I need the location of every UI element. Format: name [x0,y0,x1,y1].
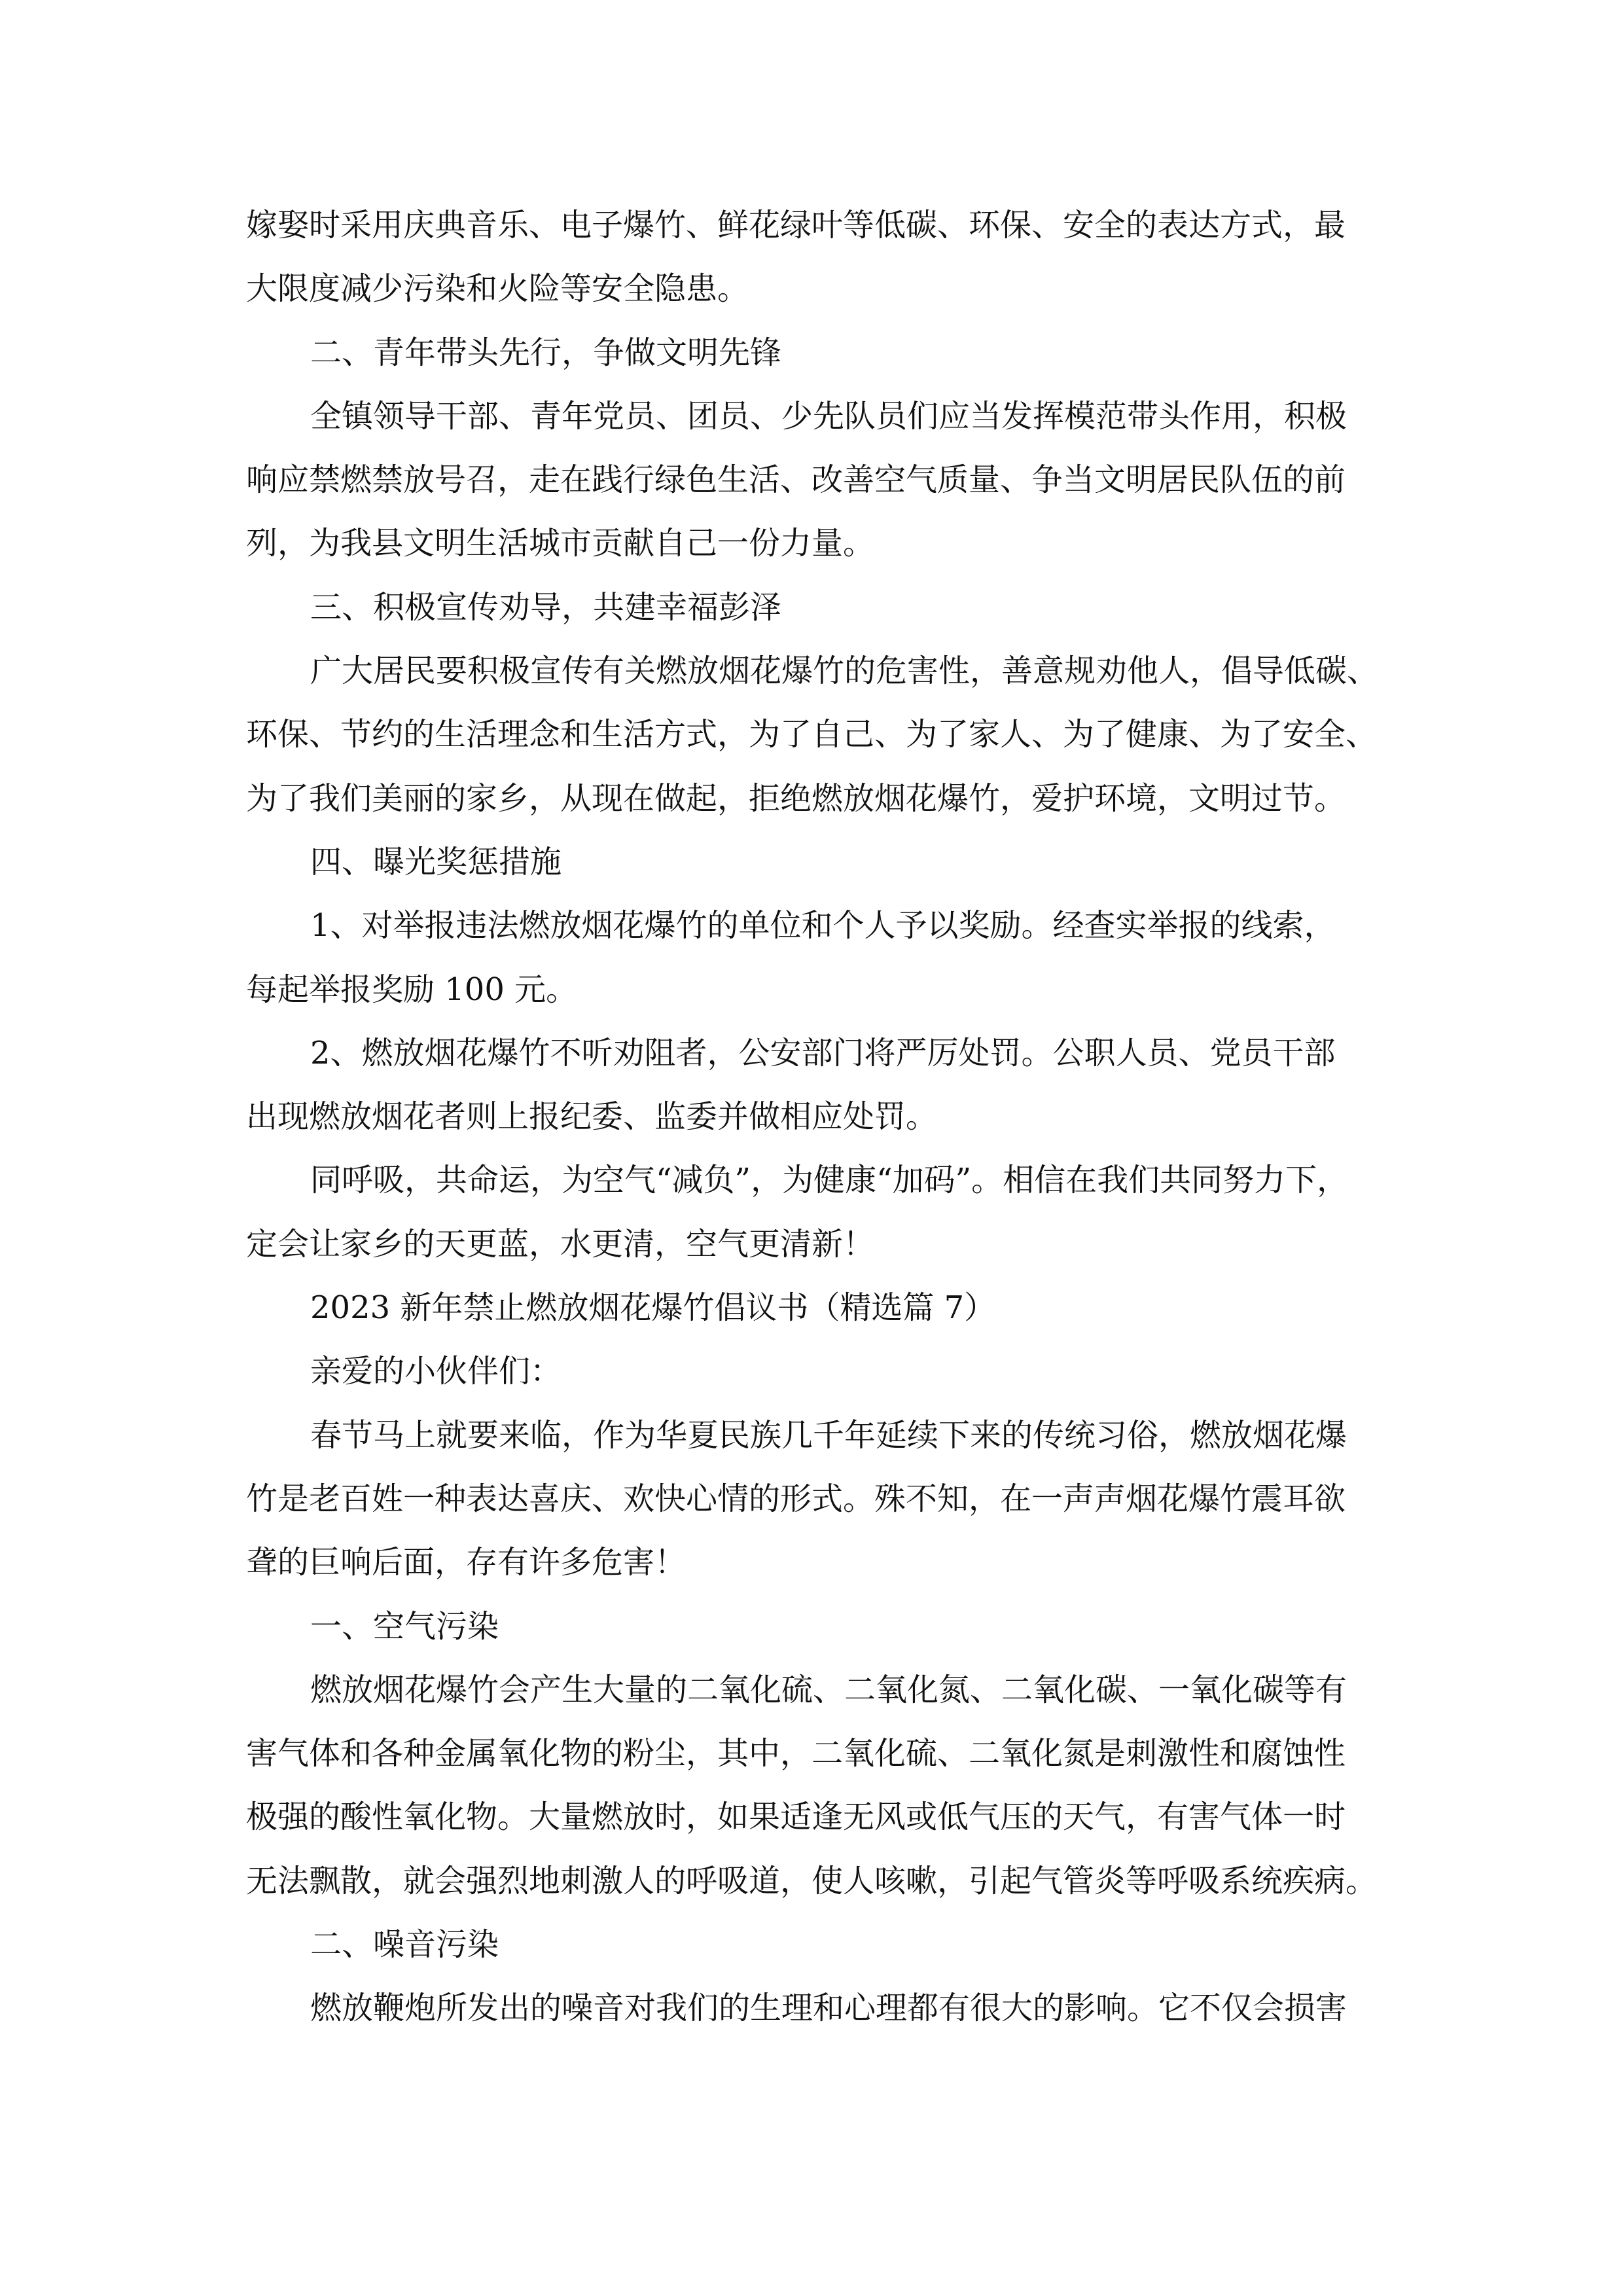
section-heading: 三、积极宣传劝导，共建幸福彭泽 [310,588,782,626]
section-heading: 一、空气污染 [310,1607,499,1645]
text-line: 害气体和各种金属氧化物的粉尘，其中，二氧化硫、二氧化氮是刺激性和腐蚀性 [246,1735,1346,1772]
text-line: 为了我们美丽的家乡，从现在做起，拒绝燃放烟花爆竹，爱护环境，文明过节。 [246,780,1346,817]
text-line: 春节马上就要来临，作为华夏民族几千年延续下来的传统习俗，燃放烟花爆 [310,1416,1347,1454]
text-line: 嫁娶时采用庆典音乐、电子爆竹、鲜花绿叶等低碳、环保、安全的表达方式，最 [246,207,1346,243]
document-body [246,203,1382,2050]
text-line: 定会让家乡的天更蓝，水更清，空气更清新！ [246,1225,875,1263]
text-line: 聋的巨响后面，存有许多危害！ [246,1544,687,1581]
text-line: 极强的酸性氧化物。大量燃放时，如果适逢无风或低气压的天气，有害气体一时 [246,1799,1346,1836]
text-line: 无法飘散，就会强烈地刺激人的呼吸道，使人咳嗽，引起气管炎等呼吸系统疾病。 [246,1862,1378,1899]
text-line: 大限度减少污染和火险等安全隐患。 [246,270,749,308]
text-line: 全镇领导干部、青年党员、团员、少先队员们应当发挥模范带头作用，积极 [310,397,1347,435]
section-heading: 二、噪音污染 [310,1926,499,1964]
section-heading: 四、曝光奖惩措施 [310,843,562,880]
text-line: 环保、节约的生活理念和生活方式，为了自己、为了家人、为了健康、为了安全、 [246,716,1378,753]
article-title: 2023 新年禁止燃放烟花爆竹倡议书（精选篇 7） [310,1289,996,1327]
section-heading: 二、青年带头先行，争做文明先锋 [310,334,782,371]
text-line: 燃放烟花爆竹会产生大量的二氧化硫、二氧化氮、二氧化碳、一氧化碳等有 [310,1671,1347,1708]
text-line: 竹是老百姓一种表达喜庆、欢快心情的形式。殊不知，在一声声烟花爆竹震耳欲 [246,1480,1346,1517]
text-line: 燃放鞭炮所发出的噪音对我们的生理和心理都有很大的影响。它不仅会损害 [310,1990,1347,2027]
salutation: 亲爱的小伙伴们： [310,1353,562,1390]
text-line: 响应禁燃禁放号召，走在践行绿色生活、改善空气质量、争当文明居民队伍的前 [246,461,1346,499]
text-line: 出现燃放烟花者则上报纪委、监委并做相应处罚。 [246,1098,938,1136]
text-line: 每起举报奖励 100 元。 [246,971,578,1008]
text-line: 2、燃放烟花爆竹不听劝阻者，公安部门将严厉处罚。公职人员、党员干部 [310,1034,1336,1071]
text-line: 1、对举报违法燃放烟花爆竹的单位和个人予以奖励。经查实举报的线索， [310,907,1336,944]
text-line: 同呼吸，共命运，为空气“减负”，为健康“加码”。相信在我们共同努力下， [310,1162,1349,1199]
text-line: 广大居民要积极宣传有关燃放烟花爆竹的危害性，善意规劝他人，倡导低碳、 [310,653,1379,690]
text-line: 列，为我县文明生活城市贡献自己一份力量。 [246,525,875,562]
